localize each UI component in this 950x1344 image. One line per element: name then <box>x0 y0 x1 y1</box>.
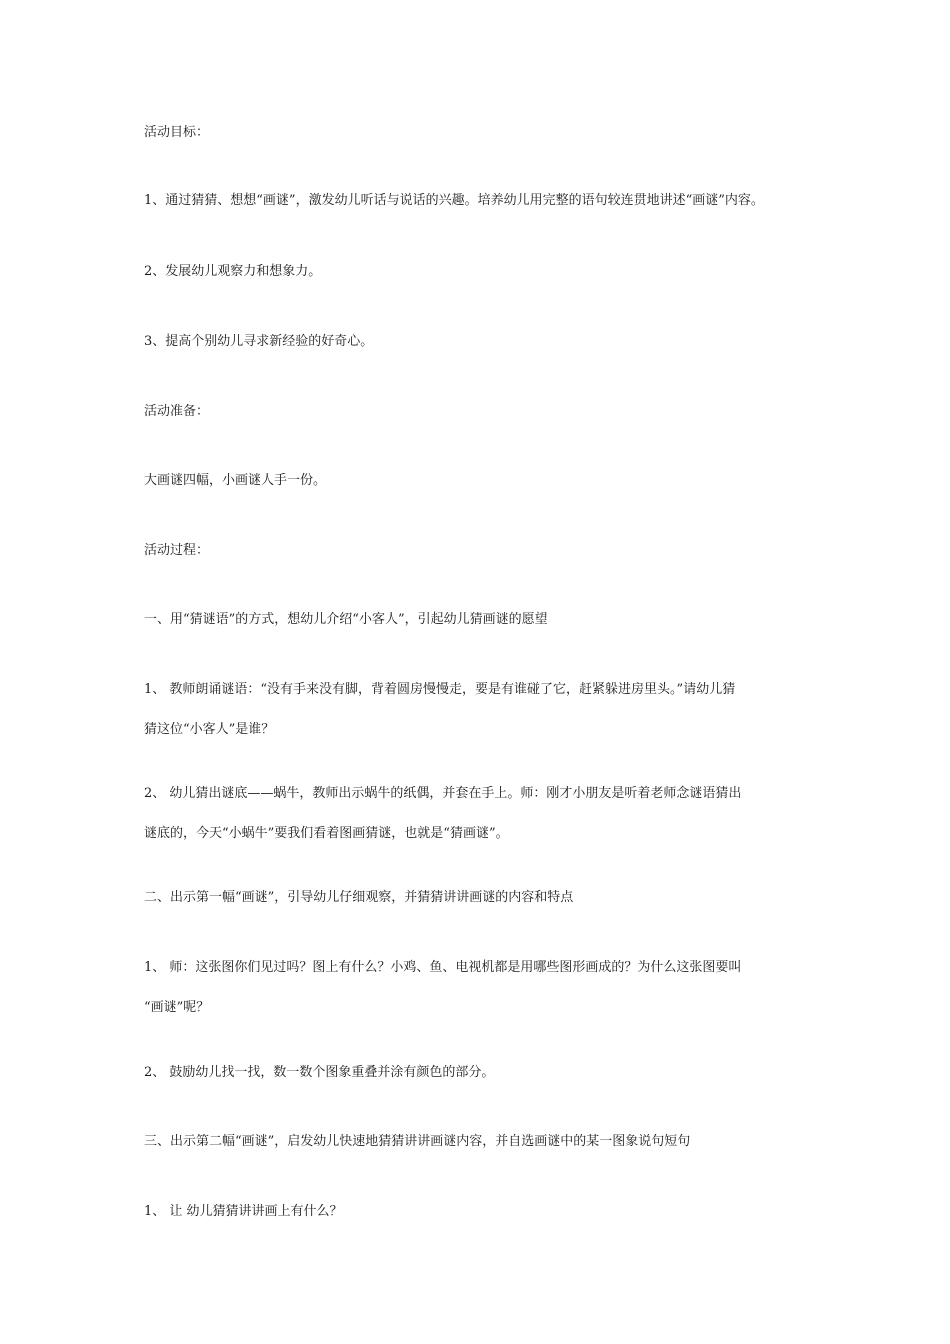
heading-activity-process <box>144 531 814 571</box>
text-line: 2、 幼儿猜出谜底——蜗牛，教师出示蜗牛的纸偶，并套在手上。师：刚才小朋友是听着老师念谜语猜出 <box>144 786 742 801</box>
section-2-item-1 <box>144 948 814 1028</box>
goal-item-3 <box>144 322 814 362</box>
text-line: 三、出示第二幅“画谜”，启发幼儿快速地猜猜讲讲画谜内容，并自选画谜中的某一图象说句短句 <box>144 1134 691 1149</box>
text-line: 2、发展幼儿观察力和想象力。 <box>144 264 322 279</box>
text-line: 二、出示第一幅“画谜”，引导幼儿仔细观察，并猜猜讲讲画谜的内容和特点 <box>144 890 574 905</box>
text-line: 活动目标： <box>144 125 210 140</box>
text-line: 一、用“猜谜语”的方式，想幼儿介绍“小客人”，引起幼儿猜画谜的愿望 <box>144 612 548 627</box>
preparation-text <box>144 461 814 501</box>
text-line: 1、 教师朗诵谜语：“没有手来没有脚，背着圆房慢慢走，要是有谁碰了它，赶紧躲进房里头。”请幼儿猜 <box>144 682 736 697</box>
text-line: 活动准备： <box>144 404 210 419</box>
goal-item-1 <box>144 181 814 221</box>
text-line: 活动过程： <box>144 543 210 558</box>
text-line: 2、 鼓励幼儿找一找，数一数个图象重叠并涂有颜色的部分。 <box>144 1065 495 1080</box>
text-line: “画谜”呢？ <box>144 1000 210 1015</box>
text-line: 谜底的，今天“小蜗牛”要我们看着图画猜谜，也就是“猜画谜”。 <box>144 826 509 841</box>
heading-activity-preparation <box>144 392 814 432</box>
section-1-item-2 <box>144 774 814 854</box>
text-line: 猜这位“小客人”是谁？ <box>144 722 275 737</box>
text-line: 大画谜四幅，小画谜人手一份。 <box>144 473 327 488</box>
section-1-item-1 <box>144 670 814 750</box>
section-heading-1 <box>144 600 814 640</box>
text-line: 1、 师：这张图你们见过吗？图上有什么？小鸡、鱼、电视机都是用哪些图形画成的？为什么这张图要叫 <box>144 960 742 975</box>
text-line: 1、通过猜猜、想想“画谜”，激发幼儿听话与说话的兴趣。培养幼儿用完整的语句较连贯地讲述“画谜”内容。 <box>144 193 764 208</box>
section-heading-2 <box>144 878 814 918</box>
section-3-item-1 <box>144 1192 814 1232</box>
text-line: 3、提高个别幼儿寻求新经验的好奇心。 <box>144 334 374 349</box>
section-2-item-2 <box>144 1053 814 1093</box>
section-heading-3 <box>144 1122 814 1162</box>
heading-activity-goals <box>144 113 814 153</box>
text-line: 1、 让 幼儿猜猜讲讲画上有什么？ <box>144 1204 343 1219</box>
goal-item-2 <box>144 252 814 292</box>
